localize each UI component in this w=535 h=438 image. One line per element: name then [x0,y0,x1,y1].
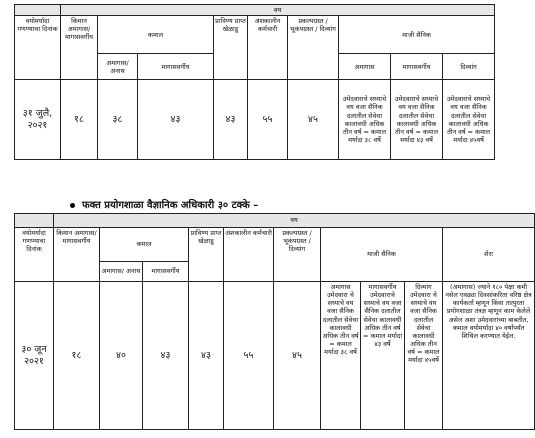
table1-cell-ex-open: उमेदवाराचे सध्याचे वय वजा सैनिक दलातील सेवेचा कालावधी अधिक तीन वर्ष = कमाल मर्यादा ३८ वर्षे [339,80,391,160]
table2-col-min: किमान अमागास/ मागासवर्गीय [54,228,100,282]
table2-col-pap: प्रकल्पग्रस्त / भूकंपग्रस्त / दिव्यांग [274,228,321,282]
table2-col-other: शेरा [443,228,535,282]
table1-col-ex-disabled: दिव्यांग [443,54,495,80]
table2-cell-min: १८ [54,282,100,430]
table1-cell-ex-disabled: उमेदवाराचे सध्याचे वय वजा सैनिक दलातील सेवेचा कालावधी अधिक तीन वर्ष = कमाल मर्यादा ४५वर्षे [443,80,495,160]
table1-col-ex-backward: मागासवर्गीय [391,54,443,80]
table2-col-date: वयोमर्यादा गणण्याचा दिनांक [15,228,54,282]
bullet-icon [70,203,75,208]
table2-cell-parttime: ५५ [224,282,274,430]
table2-cell-remark: (अमागास) ज्याने १८० पेक्षा कमी नसेल एवढ्या दिवसांकरिता वरिष्ठ क्षेत्र कार्यकर्ता म्हणून किंवा तात्पुरता प्रयोगशाळा तंत्रज्ञ म्हणून काम केलेले असेल अशा उमेदवारांच्या बाबतीत, कमाल वयोमर्यादा ४० वर्षांपर्यंत शिथिल करण्यात येईल. [443,282,535,430]
table1-col-ex-open: अमागास [339,54,391,80]
table1-cell-date: ३१ जुलै, २०२१ [15,80,61,160]
table1-col-merit: प्राविण्य प्राप्त खेळाडू [214,16,248,80]
table1-cell-min: १८ [61,80,98,160]
table2-cell-max-backward: ४३ [143,282,189,430]
section-heading [70,197,258,211]
age-limit-table-2 [14,213,535,430]
table2-col-merit: प्राविण्य प्राप्त खेळाडू [189,228,224,282]
table1-col-date: वयोमर्यादा गणण्याचा दिनांक [15,16,61,80]
table1-col-max: कमाल [98,16,214,54]
table1-col-exsoldier: माजी सैनिक [339,16,495,54]
table2-cell-ex-disabled: दिव्यांग उमेदवारा चे सध्याचे वय वजा सैनिक दलातील सेवेचा कालावधी अधिक तीन वर्ष = कमाल मर्यादा ४५वर्षे [405,282,443,430]
table1-cell-max-backward: ४३ [138,80,214,160]
table1-cell-ex-backward: उमेदवाराचे सध्याचे वय वजा सैनिक दलातील सेवेचा कालावधी अधिक तीन वर्ष = कमाल मर्यादा ४३ वर्षे [391,80,443,160]
table1-age-header: वय [61,5,495,16]
table2-col-exsoldier: माजी सैनिक [321,228,443,282]
table1-cell-parttime: ५५ [248,80,288,160]
table1-col-parttime: अंशकालीन कर्मचारी [248,16,288,80]
table1-cell-pap: ४५ [288,80,339,160]
table2-cell-pap: ४५ [274,282,321,430]
table1-col-min: किमान अमागास/ मागासवर्गीय [61,16,98,80]
table2-col-max-open: अमागास/ अनाथ [100,262,143,282]
table2-cell-ex-open: अमागास उमेदवारा चे सध्याचे वय वजा सैनिक दलातील सेवेचा कालावधी अधिक तीन वर्ष = कमाल मर्यादा ३८ वर्षे [321,282,361,430]
section-heading-text: फक्त प्रयोगशाळा वैज्ञानिक अधिकारी ३० टक्के – [82,200,259,211]
table1-cell-max-open: ३८ [98,80,138,160]
table1-col-max-backward: मागासवर्गीय [138,54,214,80]
table2-col-max: कमाल [100,228,189,262]
table2-cell-ex-backward: मागासवर्गीय उमेदवाराचे सध्याचे वय वजा सैनिक दलातील सेवेचा कालावधी अधिक तीन वर्ष = कमाल मर्यादा ४३ वर्षे [361,282,405,430]
age-limit-table-1 [14,4,495,160]
table2-corner [15,214,54,228]
table2-cell-date: ३० जून २०२१ [15,282,54,430]
table2-cell-max-open: ४० [100,282,143,430]
table1-col-pap: प्रकल्पग्रस्त / भूकंपग्रस्त / दिव्यांग [288,16,339,80]
table2-col-max-backward: मागासवर्गीय [143,262,189,282]
table1-corner [15,5,61,16]
table1-col-max-open: अमागास/ अनाथ [98,54,138,80]
table1-cell-merit: ४३ [214,80,248,160]
table2-cell-merit: ४३ [189,282,224,430]
table2-col-parttime: अंशकालीन कर्मचारी [224,228,274,282]
table2-age-header: वय [54,214,535,228]
